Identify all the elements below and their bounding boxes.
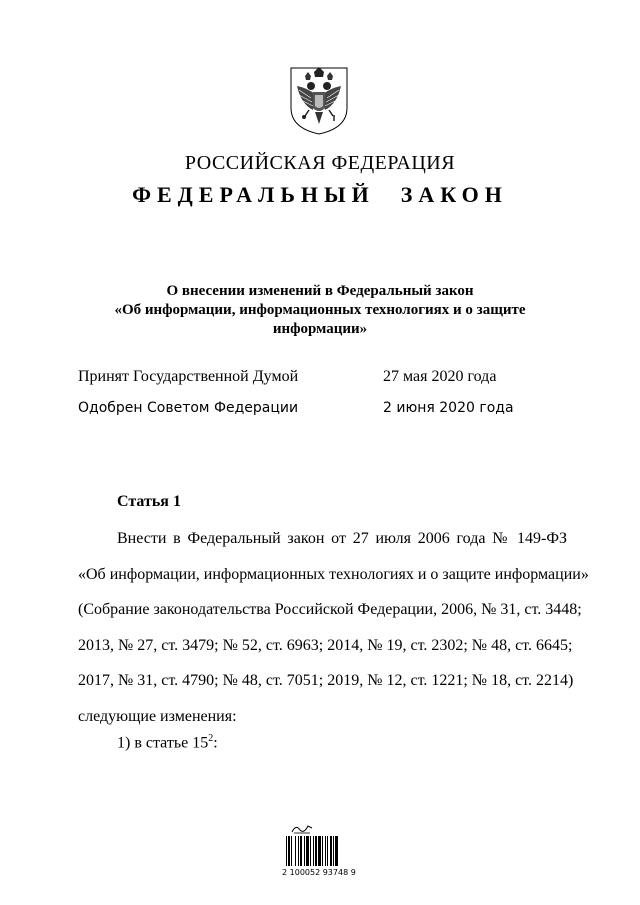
article-body (78, 521, 589, 734)
barcode-mark-icon (290, 822, 314, 834)
law-title-line-3: информации» (272, 321, 368, 337)
coat-of-arms-emblem-icon (287, 64, 351, 136)
article-body-line: (Собрание законодательства Российской Федерации, 2006, № 31, ст. 3448; (78, 601, 582, 618)
approval-council-label: Одобрен Советом Федерации (78, 400, 299, 416)
country-name: РОССИЙСКАЯ ФЕДЕРАЦИЯ (184, 152, 456, 174)
barcode-block (282, 822, 358, 880)
article-body-line: следующие изменения: (78, 707, 237, 725)
article-body-line: «Об информации, информационных технологиях и о защите информации» (78, 565, 589, 583)
amendment-item (117, 733, 218, 752)
adoption-duma-label: Принят Государственной Думой (78, 368, 299, 385)
law-title-line-2: «Об информации, информационных технологиях и о защите (114, 302, 526, 318)
amendment-item-suffix: : (213, 734, 218, 752)
article-body-line: 2017, № 31, ст. 4790; № 48, ст. 7051; 2019, № 12, ст. 1221; № 18, ст. 2214) (78, 672, 574, 689)
law-title-line-1: О внесении изменений в Федеральный закон (166, 283, 474, 299)
amendment-item-text: 1) в статье 15 (117, 734, 209, 752)
law-type-word-1: ФЕДЕРАЛЬНЫЙ (132, 182, 375, 207)
approval-council-date: 2 июня 2020 года (383, 400, 514, 416)
article-body-line: 2013, № 27, ст. 3479; № 52, ст. 6963; 2014, № 19, ст. 2302; № 48, ст. 6645; (78, 636, 573, 654)
adoption-duma-row (78, 368, 598, 388)
law-type-heading (0, 182, 640, 208)
barcode-icon (286, 836, 356, 866)
approval-council-row (78, 400, 598, 420)
adoption-duma-date: 27 мая 2020 года (383, 368, 497, 385)
article-heading: Статья 1 (117, 493, 181, 510)
amendment-item-superscript: 2 (208, 733, 214, 744)
barcode-number: 2 100052 93748 9 (282, 868, 356, 877)
law-type-word-2: ЗАКОН (400, 182, 508, 207)
article-body-line: Внести в Федеральный закон от 27 июля 2006 года № 149-ФЗ (117, 530, 567, 547)
law-title (110, 282, 530, 339)
